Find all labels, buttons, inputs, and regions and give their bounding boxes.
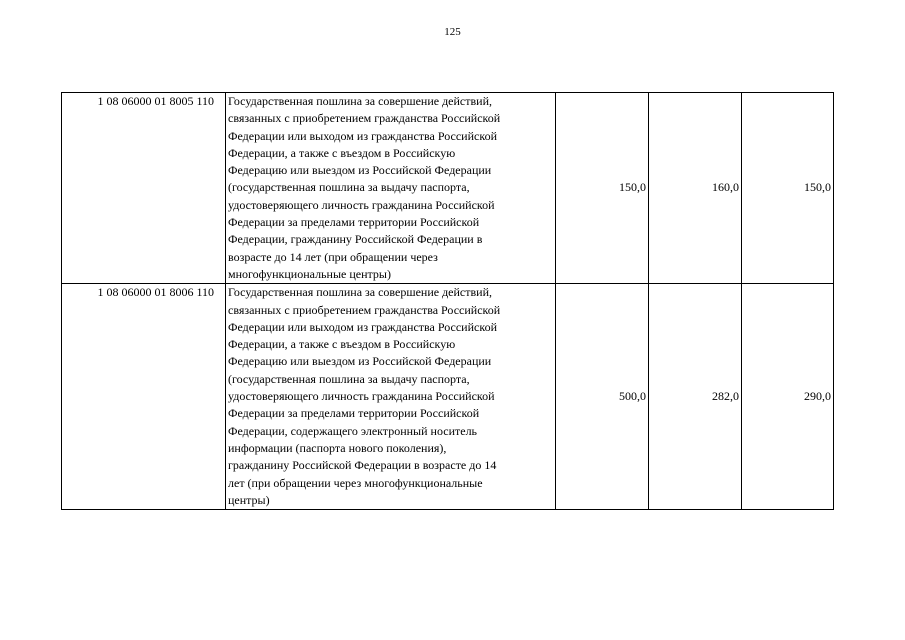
table-row (62, 284, 834, 510)
description-line: (государственная пошлина за выдачу паспорта, (228, 180, 470, 195)
description-line: удостоверяющего личность гражданина Российской (228, 389, 495, 404)
description-line: Федерации, гражданину Российской Федерации в (228, 232, 483, 247)
amount-column-1: 150,0 (556, 93, 649, 284)
amount-column-2: 282,0 (649, 284, 742, 510)
description-line: Государственная пошлина за совершение действий, (228, 285, 493, 300)
description-line: Государственная пошлина за совершение действий, (228, 94, 493, 108)
description-line: Федерацию или выездом из Российской Федерации (228, 163, 492, 178)
page-number: 125 (444, 26, 461, 38)
amount-column-3: 150,0 (742, 93, 834, 284)
description-line: (государственная пошлина за выдачу паспорта, (228, 371, 470, 386)
amount-column-2: 160,0 (649, 93, 742, 284)
description-line: Федерации или выходом из гражданства Российской (228, 319, 497, 334)
description-line: Федерации, а также с въездом в Российскую (228, 337, 456, 352)
description-line: возрасте до 14 лет (при обращении через (228, 249, 438, 264)
description-line: Федерации за пределами территории Российской (228, 215, 480, 230)
description-line: связанных с приобретением гражданства Российской (228, 111, 501, 126)
description-line: центры) (228, 492, 270, 507)
budget-code: 1 08 06000 01 8005 110 (62, 93, 226, 284)
budget-table (61, 92, 834, 510)
table-row (62, 93, 834, 284)
description-line: удостоверяющего личность гражданина Российской (228, 197, 495, 212)
amount-column-3: 290,0 (742, 284, 834, 510)
description-line: лет (при обращении через многофункциональные (228, 475, 483, 490)
description-line: Федерации, содержащего электронный носитель (228, 423, 478, 438)
description-line: гражданину Российской Федерации в возрасте до 14 (228, 458, 497, 473)
description-line: многофункциональные центры) (228, 266, 391, 281)
amount-column-1: 500,0 (556, 284, 649, 510)
description-line: информации (паспорта нового поколения), (228, 440, 447, 455)
description-line: Федерации, а также с въездом в Российскую (228, 145, 456, 160)
budget-code: 1 08 06000 01 8006 110 (62, 284, 226, 510)
description-line: связанных с приобретением гражданства Российской (228, 302, 501, 317)
description (226, 284, 556, 510)
description (226, 93, 556, 284)
description-line: Федерации или выходом из гражданства Российской (228, 128, 497, 143)
description-line: Федерации за пределами территории Российской (228, 406, 480, 421)
description-line: Федерацию или выездом из Российской Федерации (228, 354, 492, 369)
